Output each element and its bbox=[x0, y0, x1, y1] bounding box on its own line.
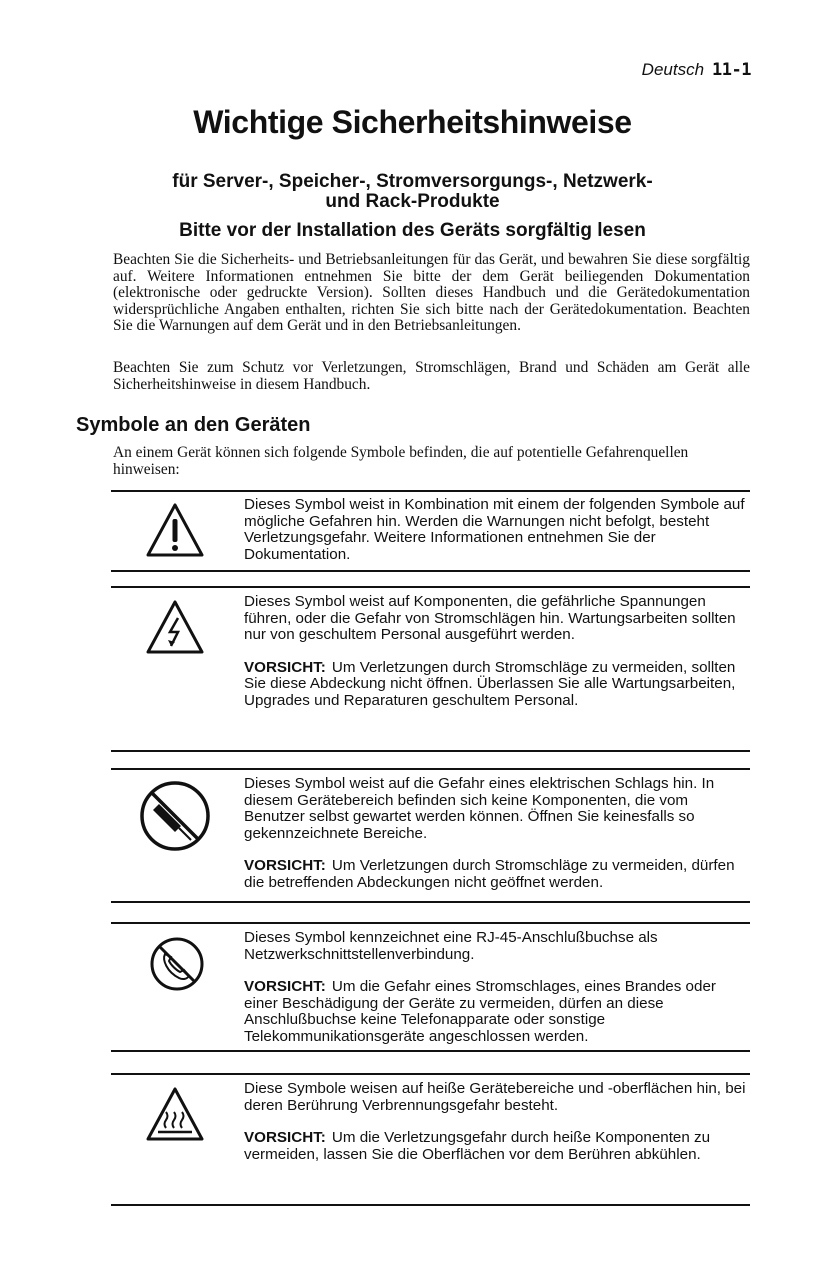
symbol-text bbox=[244, 594, 752, 709]
symbol-text bbox=[244, 497, 752, 563]
symbol-description: Diese Symbole weisen auf heiße Gerätebereiche und -oberflächen hin, bei deren Berührung Verbrennungsgefahr besteht. bbox=[244, 1080, 746, 1114]
intro-paragraph-2: Beachten Sie zum Schutz vor Verletzungen, Stromschlägen, Brand und Schäden am Gerät alle Sicherheitshinweise in diesem Handbuch. bbox=[113, 359, 750, 393]
symbol-row-no-service bbox=[111, 768, 750, 903]
caution-label: VORSICHT: bbox=[244, 978, 326, 995]
high-voltage-icon bbox=[145, 598, 205, 658]
caution-text: Um die Gefahr eines Stromschlages, eines Brandes oder einer Beschädigung der Geräte zu vermeiden, dürfen an diese Anschlußbuchse keine Telefonapparate oder sonstige Telekommunikationsgeräte angeschlossen werden. bbox=[244, 978, 716, 1045]
symbol-text bbox=[244, 930, 752, 1045]
symbol-description: Dieses Symbol weist in Kombination mit einem der folgenden Symbole auf mögliche Gefahren hin. Werden die Warnungen nicht befolgt, besteht Verletzungsgefahr. Weitere Informationen entnehmen Sie der Dokumentation. bbox=[244, 496, 745, 563]
read-before-install-heading: Bitte vor der Installation des Geräts sorgfältig lesen bbox=[179, 220, 646, 241]
symbol-row-warning bbox=[111, 490, 750, 572]
caution-note bbox=[244, 660, 752, 710]
page-title: Wichtige Sicherheitshinweise bbox=[193, 104, 632, 140]
symbol-description: Dieses Symbol weist auf die Gefahr eines elektrischen Schlags hin. In diesem Gerätebereich befinden sich keine Komponenten, die vom Benutzer selbst gewartet werden können. Öffnen Sie keinesfalls so gekennzeichnete Bereiche. bbox=[244, 775, 715, 842]
caution-note bbox=[244, 979, 752, 1045]
symbol-description: Dieses Symbol kennzeichnet eine RJ-45-Anschlußbuchse als Netzwerkschnittstellenverbindung. bbox=[244, 929, 658, 963]
header-language: Deutsch bbox=[641, 60, 705, 79]
caution-label: VORSICHT: bbox=[244, 1129, 326, 1146]
no-telephone-icon bbox=[149, 936, 205, 992]
caution-label: VORSICHT: bbox=[244, 857, 326, 874]
symbol-row-rj45 bbox=[111, 922, 750, 1052]
hot-surface-icon bbox=[145, 1085, 205, 1145]
caution-text: Um Verletzungen durch Stromschläge zu vermeiden, sollten Sie diese Abdeckung nicht öffnen. Überlassen Sie alle Wartungsarbeiten, Upgrades und Reparaturen geschultem Personal. bbox=[244, 658, 736, 709]
symbol-text bbox=[244, 776, 752, 891]
warning-triangle-icon bbox=[145, 501, 205, 561]
caution-note bbox=[244, 858, 752, 891]
no-tools-icon bbox=[139, 780, 211, 852]
symbol-row-high-voltage bbox=[111, 586, 750, 752]
running-header bbox=[642, 60, 751, 80]
page-number: 11-1 bbox=[712, 60, 751, 80]
caution-label: VORSICHT: bbox=[244, 658, 326, 676]
section-intro: An einem Gerät können sich folgende Symbole befinden, die auf potentielle Gefahrenquellen hinweisen: bbox=[113, 444, 689, 478]
symbol-row-hot-surface bbox=[111, 1073, 750, 1206]
symbol-description: Dieses Symbol weist auf Komponenten, die gefährliche Spannungen führen, oder die Gefahr von Stromschlägen hin. Wartungsarbeiten sollten nur von geschultem Personal ausgeführt werden. bbox=[244, 593, 736, 643]
caution-text: Um Verletzungen durch Stromschläge zu vermeiden, dürfen die betreffenden Abdeckungen nicht geöffnet werden. bbox=[244, 857, 735, 891]
subtitle-line-1: für Server-, Speicher-, Stromversorgungs-, Netzwerk- bbox=[172, 171, 653, 192]
subtitle bbox=[0, 172, 825, 212]
symbol-text bbox=[244, 1081, 752, 1163]
intro-paragraph-1: Beachten Sie die Sicherheits- und Betriebsanleitungen für das Gerät, und bewahren Sie diese sorgfältig auf. Weitere Informationen entnehmen Sie bitte der dem Gerät beiliegenden Dokumentation (elektronische oder gedruckte Version). Sollten dieses Handbuch und die Gerätedokumentation widersprüchliche Angaben enthalten, richten Sie sich bitte nach der Gerätedokumentation. Beachten Sie die Warnungen auf dem Gerät und in den Betriebsanleitungen. bbox=[113, 251, 750, 334]
subtitle-line-2: und Rack-Produkte bbox=[325, 191, 500, 212]
caution-text: Um die Verletzungsgefahr durch heiße Komponenten zu vermeiden, lassen Sie die Oberflächen vor dem Berühren abkühlen. bbox=[244, 1129, 711, 1163]
caution-note bbox=[244, 1130, 752, 1163]
section-heading: Symbole an den Geräten bbox=[76, 414, 311, 436]
